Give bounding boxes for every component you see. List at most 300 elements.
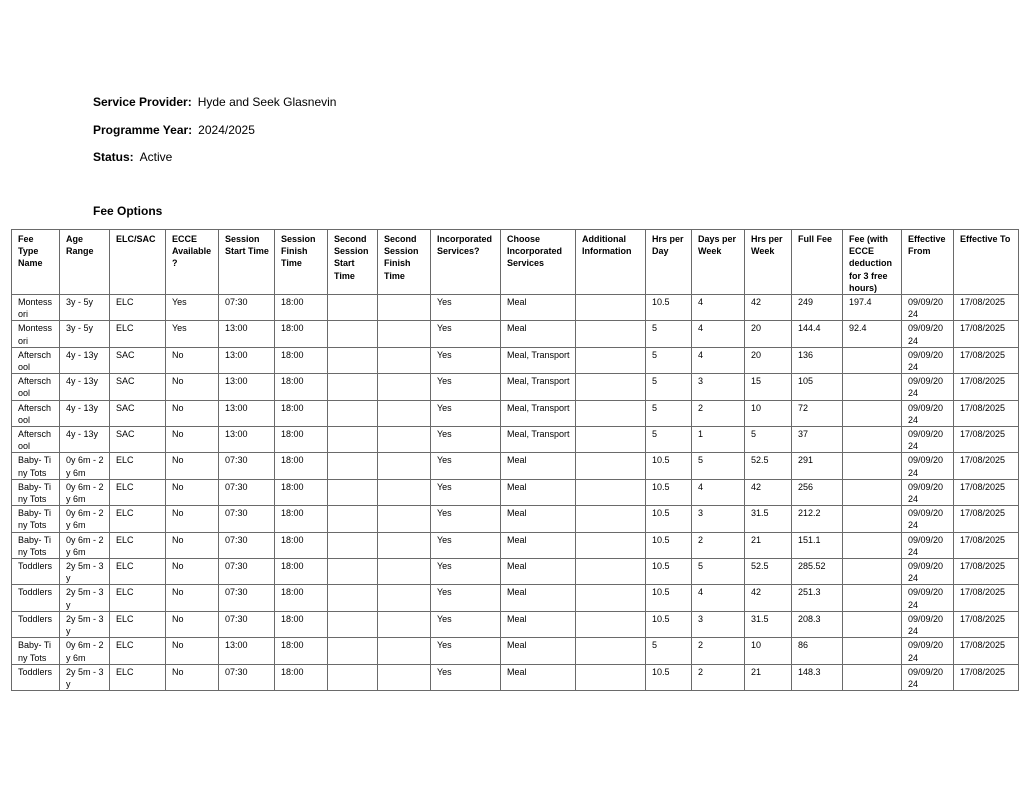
cell-second-session-start-time (328, 374, 378, 400)
cell-effective-from: 09/09/2024 (902, 295, 954, 321)
cell-incorporated-services: Yes (431, 479, 501, 505)
cell-second-session-finish-time (378, 532, 431, 558)
column-header-fee-type-name: Fee Type Name (12, 230, 60, 295)
cell-session-finish-time: 18:00 (275, 295, 328, 321)
cell-full-fee: 256 (792, 479, 843, 505)
column-header-additional-information: Additional Information (576, 230, 646, 295)
cell-hrs-per-week: 42 (745, 585, 792, 611)
column-header-incorporated-services: Incorporated Services? (431, 230, 501, 295)
cell-hrs-per-week: 21 (745, 532, 792, 558)
cell-effective-from: 09/09/2024 (902, 347, 954, 373)
table-row (12, 453, 1019, 479)
column-header-second-session-finish-time: Second Session Finish Time (378, 230, 431, 295)
cell-second-session-start-time (328, 532, 378, 558)
cell-fee-with-ecce-deduction (843, 347, 902, 373)
cell-elc-sac: ELC (110, 585, 166, 611)
cell-incorporated-services: Yes (431, 347, 501, 373)
cell-age-range: 0y 6m - 2y 6m (60, 638, 110, 664)
cell-incorporated-services: Yes (431, 664, 501, 690)
cell-session-start-time: 13:00 (219, 347, 275, 373)
cell-ecce-available: No (166, 453, 219, 479)
cell-elc-sac: SAC (110, 347, 166, 373)
column-header-session-start-time: Session Start Time (219, 230, 275, 295)
cell-effective-from: 09/09/2024 (902, 453, 954, 479)
cell-additional-information (576, 638, 646, 664)
cell-ecce-available: Yes (166, 295, 219, 321)
cell-fee-type-name: Baby- Tiny Tots (12, 532, 60, 558)
cell-age-range: 0y 6m - 2y 6m (60, 532, 110, 558)
cell-ecce-available: No (166, 638, 219, 664)
cell-full-fee: 208.3 (792, 611, 843, 637)
cell-elc-sac: SAC (110, 374, 166, 400)
cell-fee-with-ecce-deduction: 92.4 (843, 321, 902, 347)
cell-session-start-time: 07:30 (219, 532, 275, 558)
cell-second-session-start-time (328, 427, 378, 453)
cell-additional-information (576, 453, 646, 479)
cell-additional-information (576, 559, 646, 585)
cell-additional-information (576, 347, 646, 373)
cell-session-start-time: 13:00 (219, 427, 275, 453)
cell-hrs-per-week: 31.5 (745, 611, 792, 637)
cell-ecce-available: No (166, 664, 219, 690)
cell-hrs-per-day: 10.5 (646, 295, 692, 321)
cell-second-session-start-time (328, 321, 378, 347)
cell-fee-with-ecce-deduction (843, 638, 902, 664)
cell-second-session-start-time (328, 638, 378, 664)
cell-hrs-per-week: 20 (745, 347, 792, 373)
cell-elc-sac: ELC (110, 321, 166, 347)
cell-choose-incorporated-services: Meal, Transport (501, 374, 576, 400)
cell-additional-information (576, 532, 646, 558)
cell-days-per-week: 2 (692, 532, 745, 558)
cell-hrs-per-day: 5 (646, 321, 692, 347)
cell-session-start-time: 07:30 (219, 611, 275, 637)
cell-session-start-time: 13:00 (219, 400, 275, 426)
cell-age-range: 3y - 5y (60, 321, 110, 347)
cell-second-session-start-time (328, 559, 378, 585)
cell-days-per-week: 2 (692, 664, 745, 690)
cell-additional-information (576, 295, 646, 321)
cell-ecce-available: No (166, 347, 219, 373)
cell-full-fee: 212.2 (792, 506, 843, 532)
table-row (12, 400, 1019, 426)
cell-fee-type-name: Baby- Tiny Tots (12, 638, 60, 664)
cell-hrs-per-day: 5 (646, 374, 692, 400)
cell-session-start-time: 13:00 (219, 638, 275, 664)
column-header-effective-to: Effective To (954, 230, 1019, 295)
cell-effective-to: 17/08/2025 (954, 638, 1019, 664)
cell-days-per-week: 4 (692, 347, 745, 373)
cell-second-session-start-time (328, 295, 378, 321)
cell-fee-type-name: Montessori (12, 295, 60, 321)
cell-second-session-start-time (328, 585, 378, 611)
cell-elc-sac: ELC (110, 532, 166, 558)
cell-effective-to: 17/08/2025 (954, 585, 1019, 611)
cell-fee-type-name: Baby- Tiny Tots (12, 479, 60, 505)
cell-full-fee: 285.52 (792, 559, 843, 585)
cell-full-fee: 291 (792, 453, 843, 479)
cell-second-session-finish-time (378, 374, 431, 400)
cell-second-session-finish-time (378, 400, 431, 426)
cell-session-finish-time: 18:00 (275, 479, 328, 505)
table-row (12, 479, 1019, 505)
cell-incorporated-services: Yes (431, 427, 501, 453)
cell-fee-type-name: Afterschool (12, 427, 60, 453)
cell-effective-from: 09/09/2024 (902, 585, 954, 611)
cell-effective-to: 17/08/2025 (954, 347, 1019, 373)
cell-incorporated-services: Yes (431, 295, 501, 321)
cell-effective-to: 17/08/2025 (954, 532, 1019, 558)
cell-additional-information (576, 400, 646, 426)
cell-days-per-week: 4 (692, 321, 745, 347)
cell-ecce-available: No (166, 400, 219, 426)
column-header-hrs-per-day: Hrs per Day (646, 230, 692, 295)
cell-elc-sac: ELC (110, 295, 166, 321)
cell-elc-sac: ELC (110, 479, 166, 505)
cell-ecce-available: No (166, 585, 219, 611)
service-provider-label: Service Provider: (93, 95, 192, 109)
column-header-days-per-week: Days per Week (692, 230, 745, 295)
cell-incorporated-services: Yes (431, 559, 501, 585)
cell-fee-with-ecce-deduction (843, 427, 902, 453)
cell-session-finish-time: 18:00 (275, 347, 328, 373)
cell-hrs-per-day: 10.5 (646, 479, 692, 505)
cell-age-range: 0y 6m - 2y 6m (60, 479, 110, 505)
cell-second-session-start-time (328, 611, 378, 637)
cell-session-start-time: 07:30 (219, 295, 275, 321)
column-header-age-range: Age Range (60, 230, 110, 295)
cell-hrs-per-day: 10.5 (646, 585, 692, 611)
fee-options-table (11, 229, 1019, 691)
cell-session-finish-time: 18:00 (275, 321, 328, 347)
cell-fee-type-name: Afterschool (12, 400, 60, 426)
cell-full-fee: 37 (792, 427, 843, 453)
cell-hrs-per-day: 5 (646, 638, 692, 664)
cell-choose-incorporated-services: Meal (501, 559, 576, 585)
cell-fee-with-ecce-deduction (843, 453, 902, 479)
cell-effective-from: 09/09/2024 (902, 506, 954, 532)
table-row (12, 295, 1019, 321)
cell-additional-information (576, 506, 646, 532)
cell-full-fee: 151.1 (792, 532, 843, 558)
cell-session-finish-time: 18:00 (275, 400, 328, 426)
cell-effective-to: 17/08/2025 (954, 427, 1019, 453)
cell-choose-incorporated-services: Meal (501, 321, 576, 347)
table-row (12, 585, 1019, 611)
cell-second-session-finish-time (378, 453, 431, 479)
cell-hrs-per-day: 10.5 (646, 611, 692, 637)
cell-second-session-finish-time (378, 427, 431, 453)
cell-effective-to: 17/08/2025 (954, 374, 1019, 400)
cell-session-finish-time: 18:00 (275, 559, 328, 585)
cell-second-session-finish-time (378, 664, 431, 690)
column-header-elc-sac: ELC/SAC (110, 230, 166, 295)
cell-hrs-per-week: 15 (745, 374, 792, 400)
cell-session-finish-time: 18:00 (275, 506, 328, 532)
cell-days-per-week: 3 (692, 611, 745, 637)
cell-age-range: 4y - 13y (60, 427, 110, 453)
cell-choose-incorporated-services: Meal (501, 532, 576, 558)
cell-fee-with-ecce-deduction (843, 479, 902, 505)
cell-age-range: 2y 5m - 3y (60, 664, 110, 690)
cell-second-session-finish-time (378, 321, 431, 347)
cell-ecce-available: No (166, 611, 219, 637)
cell-session-start-time: 07:30 (219, 664, 275, 690)
cell-incorporated-services: Yes (431, 400, 501, 426)
cell-second-session-finish-time (378, 638, 431, 664)
cell-age-range: 0y 6m - 2y 6m (60, 453, 110, 479)
cell-effective-from: 09/09/2024 (902, 427, 954, 453)
cell-hrs-per-day: 5 (646, 427, 692, 453)
cell-age-range: 4y - 13y (60, 400, 110, 426)
cell-full-fee: 86 (792, 638, 843, 664)
column-header-choose-incorporated-services: Choose Incorporated Services (501, 230, 576, 295)
cell-second-session-start-time (328, 506, 378, 532)
programme-year-label: Programme Year: (93, 123, 193, 137)
cell-effective-from: 09/09/2024 (902, 532, 954, 558)
cell-session-start-time: 13:00 (219, 374, 275, 400)
cell-effective-from: 09/09/2024 (902, 559, 954, 585)
cell-days-per-week: 2 (692, 400, 745, 426)
cell-incorporated-services: Yes (431, 585, 501, 611)
cell-effective-to: 17/08/2025 (954, 664, 1019, 690)
cell-fee-with-ecce-deduction (843, 611, 902, 637)
cell-hrs-per-day: 10.5 (646, 506, 692, 532)
table-row (12, 638, 1019, 664)
cell-choose-incorporated-services: Meal (501, 664, 576, 690)
table-row (12, 559, 1019, 585)
cell-effective-from: 09/09/2024 (902, 664, 954, 690)
cell-second-session-start-time (328, 453, 378, 479)
cell-session-finish-time: 18:00 (275, 374, 328, 400)
cell-choose-incorporated-services: Meal (501, 611, 576, 637)
cell-session-start-time: 07:30 (219, 453, 275, 479)
cell-choose-incorporated-services: Meal, Transport (501, 400, 576, 426)
cell-fee-with-ecce-deduction (843, 559, 902, 585)
cell-hrs-per-day: 5 (646, 400, 692, 426)
column-header-full-fee: Full Fee (792, 230, 843, 295)
cell-session-start-time: 07:30 (219, 585, 275, 611)
cell-ecce-available: No (166, 374, 219, 400)
cell-second-session-finish-time (378, 506, 431, 532)
cell-hrs-per-week: 42 (745, 479, 792, 505)
cell-effective-to: 17/08/2025 (954, 453, 1019, 479)
cell-hrs-per-week: 31.5 (745, 506, 792, 532)
cell-session-start-time: 07:30 (219, 559, 275, 585)
cell-second-session-finish-time (378, 585, 431, 611)
cell-fee-with-ecce-deduction (843, 374, 902, 400)
cell-ecce-available: No (166, 559, 219, 585)
fee-options-title: Fee Options (93, 204, 163, 218)
column-header-fee-with-ecce-deduction: Fee (with ECCE deduction for 3 free hours) (843, 230, 902, 295)
cell-fee-type-name: Toddlers (12, 559, 60, 585)
cell-session-finish-time: 18:00 (275, 638, 328, 664)
cell-choose-incorporated-services: Meal (501, 638, 576, 664)
cell-additional-information (576, 611, 646, 637)
cell-additional-information (576, 374, 646, 400)
cell-ecce-available: No (166, 479, 219, 505)
cell-effective-from: 09/09/2024 (902, 479, 954, 505)
cell-effective-to: 17/08/2025 (954, 559, 1019, 585)
status-line (93, 150, 172, 164)
cell-age-range: 2y 5m - 3y (60, 585, 110, 611)
cell-hrs-per-day: 10.5 (646, 453, 692, 479)
cell-ecce-available: Yes (166, 321, 219, 347)
cell-fee-with-ecce-deduction (843, 532, 902, 558)
table-row (12, 664, 1019, 690)
cell-hrs-per-day: 5 (646, 347, 692, 373)
cell-age-range: 2y 5m - 3y (60, 559, 110, 585)
cell-session-finish-time: 18:00 (275, 453, 328, 479)
cell-session-start-time: 07:30 (219, 479, 275, 505)
table-header-row (12, 230, 1019, 295)
cell-effective-to: 17/08/2025 (954, 479, 1019, 505)
cell-full-fee: 72 (792, 400, 843, 426)
service-provider-value: Hyde and Seek Glasnevin (197, 95, 337, 109)
cell-full-fee: 148.3 (792, 664, 843, 690)
cell-incorporated-services: Yes (431, 506, 501, 532)
cell-ecce-available: No (166, 532, 219, 558)
cell-days-per-week: 1 (692, 427, 745, 453)
cell-effective-to: 17/08/2025 (954, 400, 1019, 426)
column-header-second-session-start-time: Second Session Start Time (328, 230, 378, 295)
cell-fee-with-ecce-deduction: 197.4 (843, 295, 902, 321)
cell-incorporated-services: Yes (431, 374, 501, 400)
cell-second-session-finish-time (378, 479, 431, 505)
cell-elc-sac: ELC (110, 638, 166, 664)
cell-effective-from: 09/09/2024 (902, 611, 954, 637)
cell-effective-to: 17/08/2025 (954, 611, 1019, 637)
cell-additional-information (576, 427, 646, 453)
cell-elc-sac: ELC (110, 506, 166, 532)
cell-additional-information (576, 664, 646, 690)
cell-second-session-start-time (328, 347, 378, 373)
cell-session-finish-time: 18:00 (275, 532, 328, 558)
cell-session-finish-time: 18:00 (275, 585, 328, 611)
cell-hrs-per-week: 52.5 (745, 453, 792, 479)
cell-elc-sac: SAC (110, 427, 166, 453)
cell-hrs-per-day: 10.5 (646, 532, 692, 558)
column-header-ecce-available: ECCE Available ? (166, 230, 219, 295)
cell-elc-sac: SAC (110, 400, 166, 426)
table-row (12, 347, 1019, 373)
cell-age-range: 0y 6m - 2y 6m (60, 506, 110, 532)
cell-effective-to: 17/08/2025 (954, 321, 1019, 347)
cell-second-session-finish-time (378, 559, 431, 585)
cell-age-range: 4y - 13y (60, 374, 110, 400)
cell-incorporated-services: Yes (431, 611, 501, 637)
cell-session-start-time: 07:30 (219, 506, 275, 532)
cell-ecce-available: No (166, 506, 219, 532)
cell-fee-type-name: Baby- Tiny Tots (12, 506, 60, 532)
cell-incorporated-services: Yes (431, 532, 501, 558)
cell-fee-type-name: Toddlers (12, 611, 60, 637)
status-value: Active (139, 150, 173, 164)
cell-second-session-finish-time (378, 611, 431, 637)
cell-days-per-week: 5 (692, 559, 745, 585)
cell-fee-type-name: Baby- Tiny Tots (12, 453, 60, 479)
cell-hrs-per-week: 5 (745, 427, 792, 453)
cell-fee-type-name: Toddlers (12, 585, 60, 611)
cell-effective-from: 09/09/2024 (902, 638, 954, 664)
cell-days-per-week: 4 (692, 585, 745, 611)
cell-age-range: 4y - 13y (60, 347, 110, 373)
cell-full-fee: 136 (792, 347, 843, 373)
cell-session-finish-time: 18:00 (275, 611, 328, 637)
cell-days-per-week: 3 (692, 374, 745, 400)
cell-elc-sac: ELC (110, 664, 166, 690)
table-row (12, 374, 1019, 400)
cell-hrs-per-week: 10 (745, 638, 792, 664)
column-header-hrs-per-week: Hrs per Week (745, 230, 792, 295)
cell-hrs-per-week: 10 (745, 400, 792, 426)
cell-fee-with-ecce-deduction (843, 400, 902, 426)
cell-days-per-week: 4 (692, 295, 745, 321)
cell-choose-incorporated-services: Meal (501, 585, 576, 611)
cell-incorporated-services: Yes (431, 638, 501, 664)
programme-year-line (93, 123, 255, 137)
cell-days-per-week: 4 (692, 479, 745, 505)
cell-choose-incorporated-services: Meal (501, 506, 576, 532)
cell-additional-information (576, 479, 646, 505)
cell-ecce-available: No (166, 427, 219, 453)
cell-incorporated-services: Yes (431, 453, 501, 479)
cell-second-session-finish-time (378, 295, 431, 321)
column-header-session-finish-time: Session Finish Time (275, 230, 328, 295)
cell-choose-incorporated-services: Meal (501, 453, 576, 479)
cell-fee-type-name: Afterschool (12, 347, 60, 373)
service-provider-line (93, 95, 336, 109)
cell-fee-with-ecce-deduction (843, 664, 902, 690)
cell-fee-type-name: Montessori (12, 321, 60, 347)
table-row (12, 611, 1019, 637)
cell-full-fee: 251.3 (792, 585, 843, 611)
cell-full-fee: 249 (792, 295, 843, 321)
cell-hrs-per-week: 42 (745, 295, 792, 321)
cell-second-session-finish-time (378, 347, 431, 373)
cell-choose-incorporated-services: Meal (501, 295, 576, 321)
cell-days-per-week: 3 (692, 506, 745, 532)
cell-effective-to: 17/08/2025 (954, 506, 1019, 532)
status-label: Status: (93, 150, 134, 164)
cell-choose-incorporated-services: Meal, Transport (501, 427, 576, 453)
cell-session-finish-time: 18:00 (275, 427, 328, 453)
cell-fee-with-ecce-deduction (843, 506, 902, 532)
cell-second-session-start-time (328, 664, 378, 690)
cell-choose-incorporated-services: Meal, Transport (501, 347, 576, 373)
cell-elc-sac: ELC (110, 453, 166, 479)
cell-hrs-per-week: 52.5 (745, 559, 792, 585)
cell-second-session-start-time (328, 479, 378, 505)
cell-session-finish-time: 18:00 (275, 664, 328, 690)
cell-age-range: 3y - 5y (60, 295, 110, 321)
cell-effective-from: 09/09/2024 (902, 321, 954, 347)
cell-hrs-per-day: 10.5 (646, 559, 692, 585)
cell-additional-information (576, 321, 646, 347)
programme-year-value: 2024/2025 (198, 123, 255, 137)
cell-incorporated-services: Yes (431, 321, 501, 347)
cell-days-per-week: 5 (692, 453, 745, 479)
cell-full-fee: 144.4 (792, 321, 843, 347)
cell-effective-to: 17/08/2025 (954, 295, 1019, 321)
table-row (12, 506, 1019, 532)
table-row (12, 321, 1019, 347)
cell-age-range: 2y 5m - 3y (60, 611, 110, 637)
cell-hrs-per-week: 21 (745, 664, 792, 690)
cell-fee-type-name: Toddlers (12, 664, 60, 690)
cell-full-fee: 105 (792, 374, 843, 400)
cell-elc-sac: ELC (110, 611, 166, 637)
